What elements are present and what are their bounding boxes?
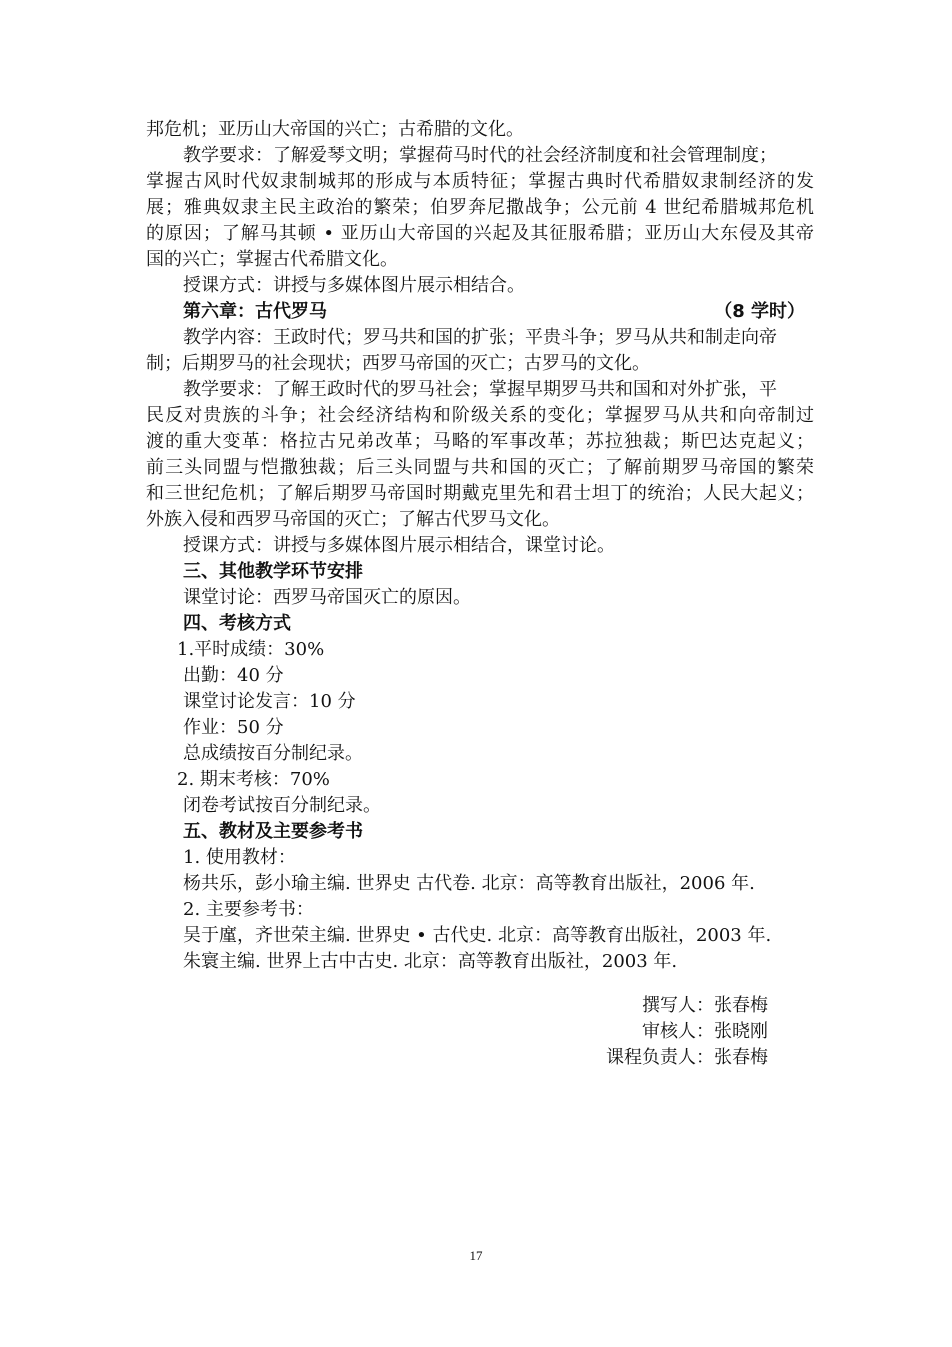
reference-item: 杨共乐，彭小瑜主编. 世界史 古代卷. 北京：高等教育出版社，2006 年. [183, 873, 755, 894]
paragraph-line: 制；后期罗马的社会现状；西罗马帝国的灭亡；古罗马的文化。 [146, 353, 650, 374]
teaching-method-line: 授课方式：讲授与多媒体图片展示相结合，课堂讨论。 [183, 535, 615, 556]
teaching-requirements-line: 教学要求：了解王政时代的罗马社会；掌握早期罗马共和国和对外扩张，平 [183, 379, 777, 400]
paragraph-line: 展；雅典奴隶主民主政治的繁荣；伯罗奔尼撒战争；公元前 4 世纪希腊城邦危机 [146, 197, 814, 218]
assessment-item: 作业：50 分 [183, 717, 284, 738]
reviewer-signature: 审核人：张晓刚 [642, 1021, 768, 1042]
paragraph-line: 掌握古风时代奴隶制城邦的形成与本质特征；掌握古典时代希腊奴隶制经济的发 [146, 171, 814, 192]
course-lead-signature: 课程负责人：张春梅 [606, 1047, 768, 1068]
teaching-requirements-line: 教学要求：了解爱琴文明；掌握荷马时代的社会经济制度和社会管理制度； [183, 145, 777, 166]
paragraph-line: 民反对贵族的斗争；社会经济结构和阶级关系的变化；掌握罗马从共和向帝制过 [146, 405, 814, 426]
section-heading: 三、其他教学环节安排 [183, 561, 363, 582]
paragraph-line: 课堂讨论：西罗马帝国灭亡的原因。 [183, 587, 471, 608]
chapter-title: 第六章：古代罗马 [183, 301, 327, 322]
reference-item: 朱寰主编. 世界上古中古史. 北京：高等教育出版社，2003 年. [183, 951, 678, 972]
assessment-item: 闭卷考试按百分制纪录。 [183, 795, 381, 816]
paragraph-line: 邦危机；亚历山大帝国的兴亡；古希腊的文化。 [146, 119, 524, 140]
assessment-item: 1.平时成绩：30% [177, 639, 325, 660]
teaching-method-line: 授课方式：讲授与多媒体图片展示相结合。 [183, 275, 525, 296]
paragraph-line: 和三世纪危机；了解后期罗马帝国时期戴克里先和君士坦丁的统治；人民大起义； [146, 483, 814, 504]
teaching-content-line: 教学内容：王政时代；罗马共和国的扩张；平贵斗争；罗马从共和制走向帝 [183, 327, 777, 348]
section-heading: 五、教材及主要参考书 [183, 821, 363, 842]
paragraph-line: 国的兴亡；掌握古代希腊文化。 [146, 249, 398, 270]
assessment-item: 课堂讨论发言：10 分 [183, 691, 356, 712]
section-heading: 四、考核方式 [183, 613, 291, 634]
page-number: 17 [469, 1248, 483, 1263]
assessment-item: 2. 期末考核：70% [177, 769, 330, 790]
assessment-item: 总成绩按百分制纪录。 [183, 743, 363, 764]
author-signature: 撰写人：张春梅 [642, 995, 768, 1016]
paragraph-line: 外族入侵和西罗马帝国的灭亡；了解古代罗马文化。 [146, 509, 560, 530]
reference-item: 吴于廑，齐世荣主编. 世界史 • 古代史. 北京：高等教育出版社，2003 年. [183, 925, 772, 946]
assessment-item: 出勤：40 分 [183, 665, 284, 686]
reference-item: 1. 使用教材： [183, 847, 296, 868]
paragraph-line: 渡的重大变革：格拉古兄弟改革；马略的军事改革；苏拉独裁；斯巴达克起义； [146, 431, 814, 452]
chapter-hours: （8 学时） [714, 301, 805, 322]
chapter-heading [183, 299, 805, 325]
reference-item: 2. 主要参考书： [183, 899, 314, 920]
paragraph-line: 前三头同盟与恺撒独裁；后三头同盟与共和国的灭亡；了解前期罗马帝国的繁荣 [146, 457, 814, 478]
paragraph-line: 的原因；了解马其顿 • 亚历山大帝国的兴起及其征服希腊；亚历山大东侵及其帝 [146, 223, 814, 244]
